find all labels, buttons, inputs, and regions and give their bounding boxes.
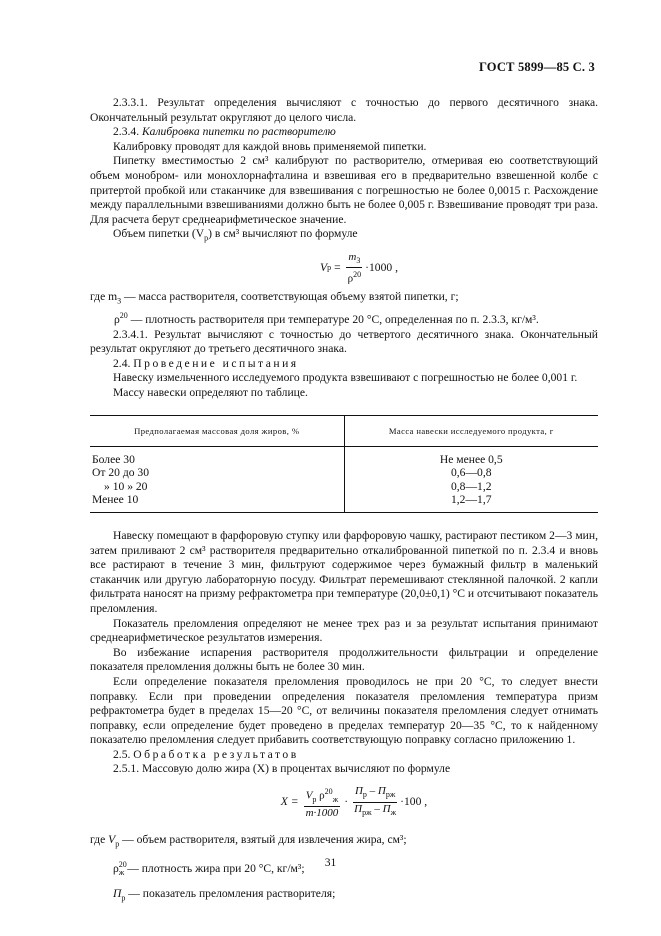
section-title: Калибровка пипетки по растворителю (141, 125, 336, 139)
section-number: 2.3.4. (113, 125, 142, 139)
table-header-sample-mass: Масса навески исследуемого продукта, г (344, 415, 598, 447)
formula-pipette-volume: V р = $\frac{m_3}{\rho^{20}}$ ·1000 , (320, 250, 398, 285)
paragraph-correction: Если определение показателя преломления проводилось не при 20 °С, то следует внести поправку. Если при проведении определения показателя преломления температура призм рефрактометра будет в пределах 15—20 °С, от величины показателя преломления следует отнимать поправку, если определение будет проведено в пределах температур 20—35 °С, то к найденному показателю преломления следует прибавить соответствующую поправку согласно приложению 1. (90, 674, 598, 747)
paragraph-251: 2.5.1. Массовую долю жира (X) в процентах вычисляют по формуле (113, 762, 451, 776)
fraction: $\frac{V_р \rho^{20}_ж}{m\cdot 1000}$ (305, 786, 339, 819)
table-row: Менее 10 1,2—1,7 (90, 493, 598, 513)
paragraph-evaporation: Во избежание испарения растворителя продолжительности фильтрации и определение показателя преломления должны быть не более 30 мин. (90, 645, 598, 674)
formula-fat-fraction: X = $\frac{V_р \rho^{20}_ж}{m\cdot 1000}$ · $\frac{П_р - П_{рж}}{П_{рж} - П_ж}$ ·100 , (280, 785, 428, 819)
paragraph-procedure: Навеску помещают в фарфоровую ступку или фарфоровую чашку, растирают пестиком 2—3 мин, затем приливают 2 см³ растворителя предварительно откалиброванной пипеткой по п. 2.3.4 и вновь все растирают в течение 3 мин, фильтруют содержимое через бумажный фильтр в маленький стаканчик или другую лабораторную посуду. Фильтрат перемешивают стеклянной палочкой. 2 капли фильтрата наносят на призму рефрактометра при температуре (20,0±0,1) °С и отсчитывают показатель преломления. (90, 528, 598, 615)
where-refraction: $П_р$ — показатель преломления растворителя; (113, 886, 336, 903)
paragraph-calibration: Калибровку проводят для каждой вновь применяемой пипетки. (113, 139, 427, 153)
fraction: $\frac{m_3}{\rho^{20}}$ (347, 250, 362, 285)
where-solvent-volume: где $V_р$ — объем растворителя, взятый для извлечения жира, см³; (90, 833, 407, 849)
paragraph-volume-intro: Объем пипетки $(V_р)$ в см³ вычисляют по формуле (113, 227, 358, 243)
paragraph-repeat: Показатель преломления определяют не менее трех раз и за результат испытания принимают среднеарифметическое результатов измерения. (90, 616, 598, 645)
where-density: $\rho^{20}$ — плотность растворителя при температуре 20 °С, определенная по п. 2.3.3, кг/м³. (114, 311, 539, 327)
table-row: От 20 до 30 0,6—0,8 (92, 466, 492, 480)
paragraph-2331: 2.3.3.1. Результат определения вычисляют с точностью до первого десятичного знака. Окончательный результат округляют до целого числа. (90, 96, 598, 124)
table-row: Более 30 Не менее 0,5 (90, 447, 598, 467)
page-content (90, 96, 598, 906)
paragraph-mass-table: Массу навески определяют по таблице. (113, 385, 308, 399)
section-heading-234 (90, 125, 598, 140)
where-mass: где $m_3$ — масса растворителя, соответствующая объему взятой пипетки, г; (90, 290, 459, 306)
document-header: ГОСТ 5899—85 С. 3 (478, 60, 595, 74)
table-row: » 10 » 20 0,8—1,2 (90, 480, 598, 493)
table-header-fat-share: Предполагаемая массовая доля жиров, % (90, 415, 344, 447)
sample-mass-table (90, 415, 598, 513)
where-fat-density: $\rho^{20}_ж$ — плотность жира при 20 °С, кг/м³; (113, 859, 305, 878)
paragraph-2341: 2.3.4.1. Результат вычисляют с точностью до четвертого десятичного знака. Окончательный результат округляют до третьего десятичного знака. (90, 327, 598, 356)
fraction: $\frac{П_р - П_{рж}}{П_{рж} - П_ж}$ (354, 785, 397, 817)
page-number: 31 (324, 856, 337, 869)
paragraph-pipette: Пипетку вместимостью 2 см³ калибруют по растворителю, отмеривая ею соответствующий объем монобром- или монохлорнафталина и взвешивая его в предварительно взвешенной колбе с притертой пробкой или стаканчике для взвешивания с погрешностью не более 0,0015 г. Расхождение между параллельными взвешиваниями должно быть не более 0,005 г. Взвешивание проводят три раза. Для расчета берут среднеарифметическое значение. (90, 154, 598, 226)
section-heading-24: 2.4. Проведение испытания (113, 356, 299, 370)
section-heading-25: 2.5. Обработка результатов (113, 747, 299, 761)
paragraph-weighing: Навеску измельченного исследуемого продукта взвешивают с погрешностью не более 0,001 г. (113, 371, 578, 385)
